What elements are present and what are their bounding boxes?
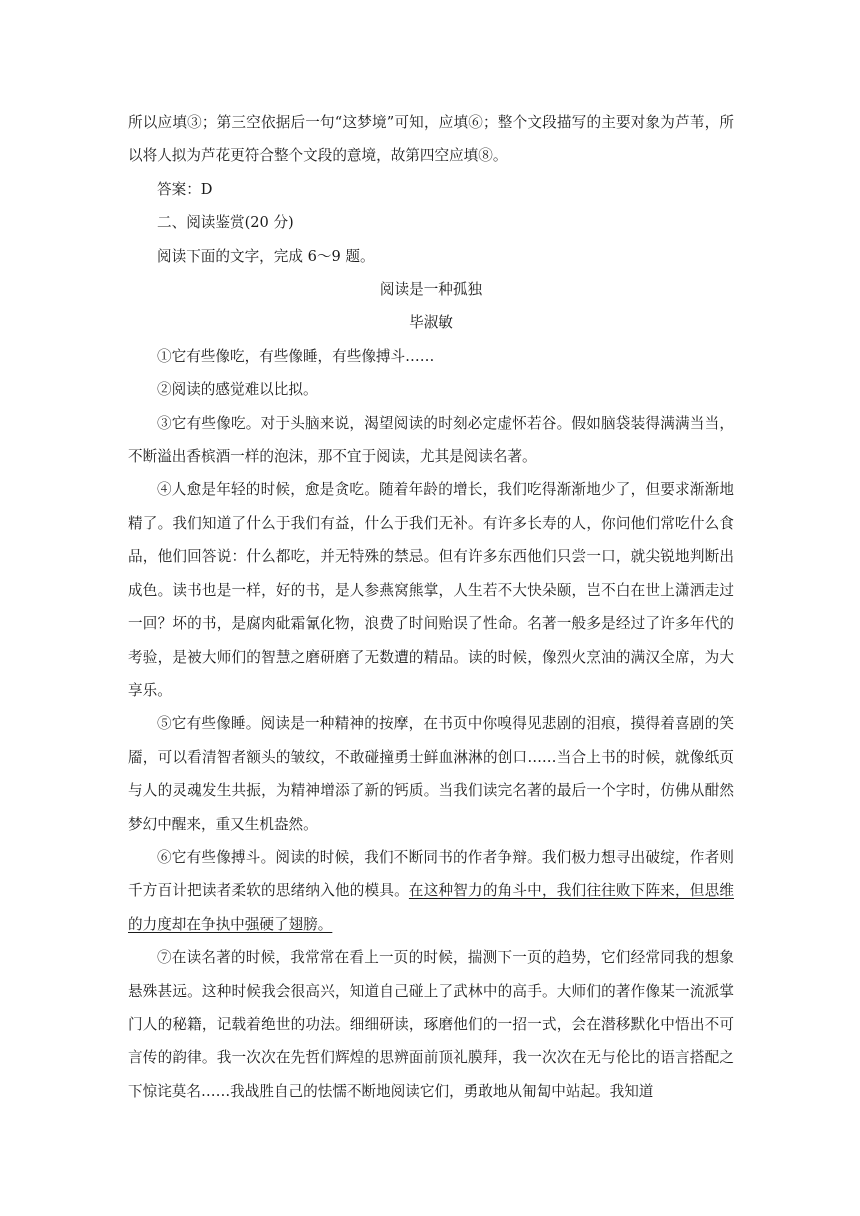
underlined-sentence: 在这种智力的角斗中，我们往往败下阵来，但思维的力度却在争执中强硬了翅膀。 [128, 882, 734, 933]
essay-paragraph-7: ⑦在读名著的时候，我常常在看上一页的时候，揣测下一页的趋势，它们经常同我的想象悬殊甚远。这种时候我会很高兴，知道自己碰上了武林中的高手。大师们的著作像某一流派掌门人的秘籍，记载着绝世的功法。细细研读，琢磨他们的一招一式，会在潜移默化中悟出不可言传的韵律。我一次次在先哲们辉煌的思辨面前顶礼膜拜，我一次次在无与伦比的语言搭配之下惊诧莫名……我战胜自己的怯懦不断地阅读它们，勇敢地从匍匐中站起。我知道 [128, 949, 734, 1100]
answer-explanation-paragraph: 所以应填③；第三空依据后一句“这梦境”可知，应填⑥；整个文段描写的主要对象为芦苇，所以将人拟为芦花更符合整个文段的意境，故第四空应填⑧。 [128, 114, 734, 165]
essay-paragraph-6 [128, 841, 734, 941]
essay-paragraph-1: ①它有些像吃，有些像睡，有些像搏斗…… [157, 347, 435, 365]
essay-paragraph-4: ④人愈是年轻的时候，愈是贪吃。随着年龄的增长，我们吃得渐渐地少了，但要求渐渐地精了。我们知道了什么于我们有益，什么于我们无补。有许多长寿的人，你问他们常吃什么食品，他们回答说：什么都吃，并无特殊的禁忌。但有许多东西他们只尝一口，就尖锐地判断出成色。读书也是一样，好的书，是人参燕窝熊掌，人生若不大快朵颐，岂不白在世上潇洒走过一回？坏的书，是腐肉砒霜氰化物，浪费了时间贻误了性命。名著一般多是经过了许多年代的考验，是被大师们的智慧之磨研磨了无数遭的精品。读的时候，像烈火烹油的满汉全席，为大享乐。 [128, 481, 734, 699]
essay-paragraph-5: ⑤它有些像睡。阅读是一种精神的按摩，在书页中你嗅得见悲剧的泪痕，摸得着喜剧的笑靥，可以看清智者额头的皱纹，不敢碰撞勇士鲜血淋淋的创口……当合上书的时候，就像纸页与人的灵魂发生共振，为精神增添了新的钙质。当我们读完名著的最后一个字时，仿佛从酣然梦幻中醒来，重又生机盎然。 [128, 715, 734, 833]
document-body [128, 106, 734, 1108]
essay-paragraph-3: ③它有些像吃。对于头脑来说，渴望阅读的时刻必定虚怀若谷。假如脑袋装得满满当当，不断溢出香槟酒一样的泡沫，那不宜于阅读，尤其是阅读名著。 [128, 414, 734, 466]
essay-title: 阅读是一种孤独 [379, 281, 483, 299]
essay-paragraph-6-text: ⑥它有些像搏斗。阅读的时候，我们不断同书的作者争辩。我们极力想寻出破绽，作者则千方百计把读者柔软的思绪纳入他的模具。 [128, 848, 734, 900]
essay-paragraph-2: ②阅读的感觉难以比拟。 [157, 381, 318, 399]
section-heading: 二、阅读鉴赏(20 分) [157, 214, 294, 232]
answer-line: 答案：D [157, 180, 213, 198]
essay-author: 毕淑敏 [409, 314, 453, 332]
reading-instruction: 阅读下面的文字，完成 6～9 题。 [157, 247, 375, 265]
